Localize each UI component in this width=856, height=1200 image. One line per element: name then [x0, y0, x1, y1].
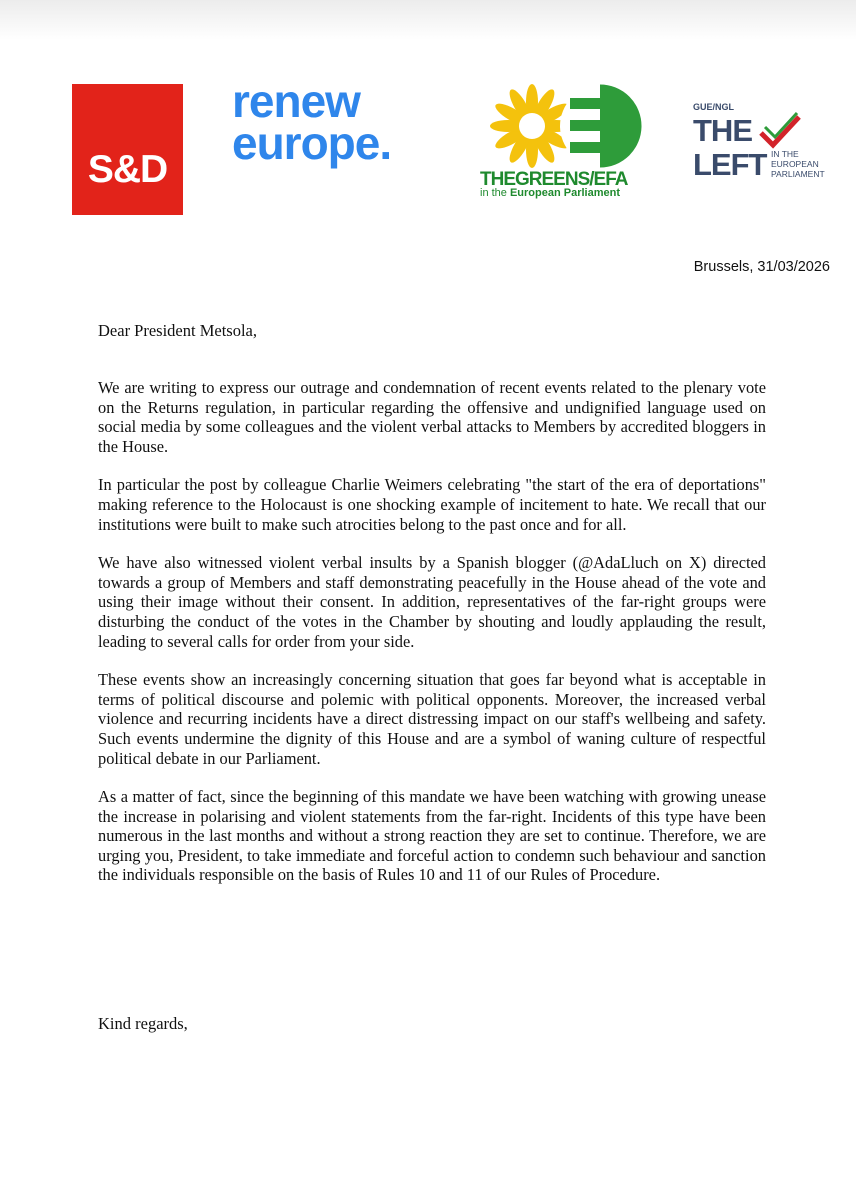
sd-logo-text: S&D [87, 148, 168, 191]
letter-paragraph: As a matter of fact, since the beginning of this mandate we have been watching with growing unease the increase in polarising and violent statements from the far-right. Incidents of this type have been numerous in the last months and without a strong reaction they are set to continue. Therefore, we are urging you, President, to take immediate and forceful action to condemn such behaviour and sanction the individuals responsible on the basis of Rules 10 and 11 of our Rules of Procedure. [98, 787, 766, 885]
left-logo-subtitle: IN THE EUROPEAN PARLIAMENT [771, 149, 825, 179]
letter-salutation: Dear President Metsola, [98, 321, 257, 340]
greens-efa-logo [474, 82, 644, 202]
greens-e-mark [560, 86, 640, 166]
renew-logo-line2: europe. [232, 117, 392, 169]
left-logo-line1: THE [693, 113, 752, 148]
renew-logo-line1: renew [232, 75, 360, 127]
letter-date: Brussels, 31/03/2026 [693, 259, 830, 275]
left-logo-tag: GUE/NGL [693, 102, 735, 112]
left-logo-line2: LEFT [693, 147, 767, 182]
letter-closing: Kind regards, [98, 1014, 188, 1033]
letter-paragraph: In particular the post by colleague Charlie Weimers celebrating "the start of the era of deportations" making reference to the Holocaust is one shocking example of incitement to hate. We recall that our institutions were built to make such atrocities belong to the past once and for all. [98, 475, 766, 534]
letter-paragraph: These events show an increasingly concerning situation that goes far beyond what is acceptable in terms of political discourse and polemic with political opponents. Moreover, the increased verbal violence and recurring incidents have a direct distressing impact on our staff's wellbeing and safety. Such events undermine the dignity of this House and are a symbol of waning culture of respectful political debate in our Parliament. [98, 670, 766, 768]
sunflower-icon [474, 82, 644, 170]
top-shade [0, 0, 856, 40]
renew-europe-logo [232, 75, 432, 169]
letter-paragraph: We are writing to express our outrage and condemnation of recent events related to the plenary vote on the Returns regulation, in particular regarding the offensive and undignified language used on social media by some colleagues and the violent verbal attacks to Members by accredited bloggers in the House. [98, 378, 766, 456]
checkmark-icon [759, 111, 803, 149]
sd-logo [72, 84, 183, 215]
letter-paragraph: We have also witnessed violent verbal insults by a Spanish blogger (@AdaLluch on X) directed towards a group of Members and staff demonstrating peacefully in the House ahead of the vote and using their image without their consent. In addition, representatives of the far-right groups were disturbing the conduct of the votes in the Chamber by shouting and loudly applauding the result, leading to several calls for order from your side. [98, 553, 766, 651]
greens-logo-subtitle: in the European Parliament [480, 187, 621, 199]
greens-logo-wordmark: THEGREENS/EFA [480, 169, 628, 190]
letter-body [98, 378, 766, 904]
the-left-logo [693, 103, 853, 183]
